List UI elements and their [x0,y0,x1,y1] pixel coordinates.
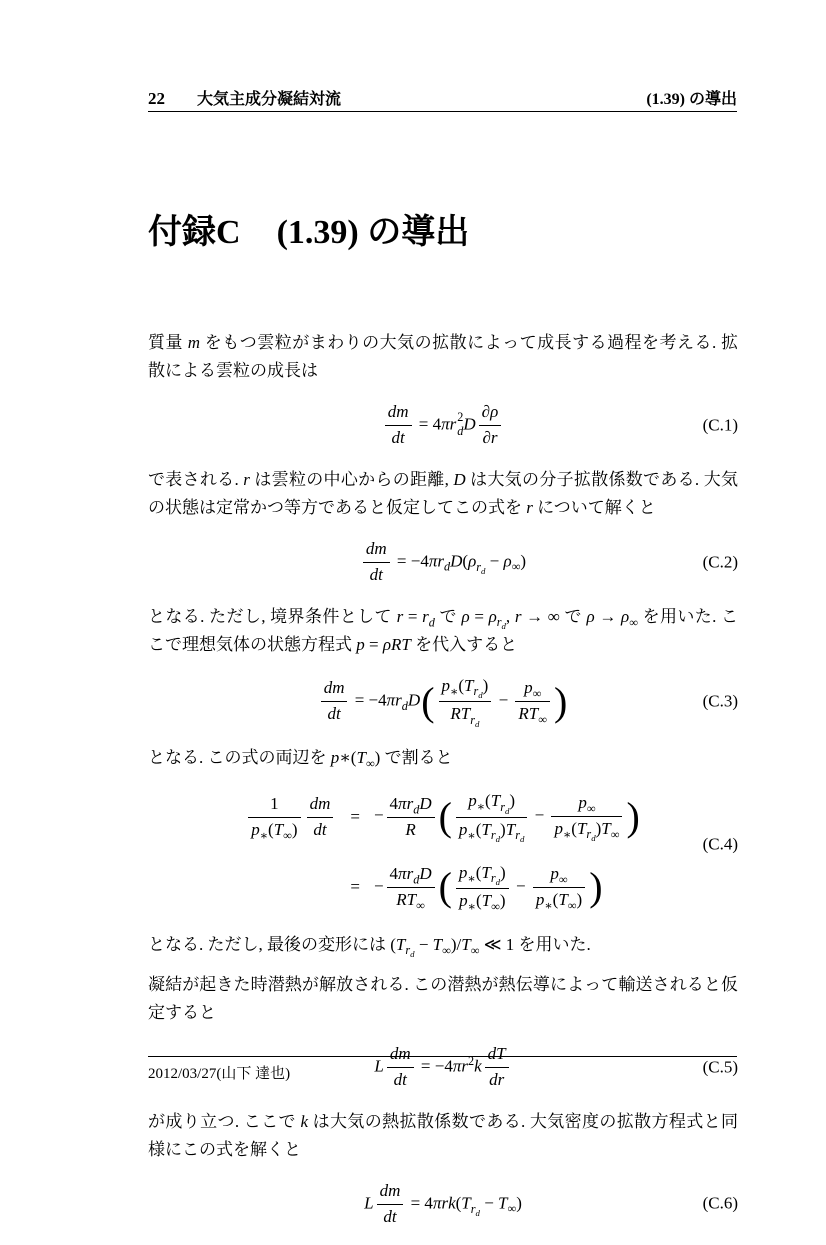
equation-c2-label: (C.2) [702,552,738,572]
paragraph-7: が成り立つ. ここで k は大気の熱拡散係数である. 大気密度の拡散方程式と同様にこの式を解くと [148,1111,739,1159]
header-rule [148,111,737,112]
page-number: 22 [148,89,165,108]
paragraph-5: となる. ただし, 最後の変形には $(T_{r_d} - T_\infty)/T_\infty$ ≪ 1 を用いた. [148,934,591,960]
equation-c1 [148,401,738,450]
equation-c2 [148,538,738,587]
footer-date-author: 2012/03/27(山下 達也) [148,1066,291,1082]
equation-c4-label: (C.4) [702,834,738,854]
equation-c6-content: L $\frac{dm}{dt}$ = $4\pi rk(T_{r_d} - T_\infty)$ [364,1180,522,1226]
equation-c6-label: (C.6) [702,1193,738,1213]
equation-c1-label: (C.1) [702,415,738,435]
equation-c1-content: $\frac{dm}{dt}$ = 4πr 2 d D $\frac{\partial\rho}{\partial r}$ [382,401,504,450]
paragraph-4: となる. この式の両辺を $p∗(T_\infty)$ で割ると [148,748,453,771]
paragraph-2: で表される. r は雲粒の中心からの距離, D は大気の分子拡散係数である. 大気の状態は定常かつ等方であると仮定してこの式を r について解くと [148,470,739,518]
header-chapter-ref: (1.39) の導出 [646,91,737,108]
equation-c3-content: $\frac{dm}{dt}$ = $-4\pi r_dD$( $\frac{p_∗(T_{r_d})}{RT_{r_d}}$ − $\frac{p_\infty}{RT_\infty}$ ) [318,675,569,728]
chapter-number: 付録C [148,214,241,251]
equation-c2-content: $\frac{dm}{dt}$ = $-4\pi r_dD(\rho_{r_d} - \rho_\infty)$ [360,538,526,587]
chapter-name: (1.39) の導出 [276,214,470,251]
equation-c4: (C.4) $\frac{1}{p_∗(T_\infty)}$ $\frac{dm}{dt}$ = − $\frac{4\pi r_dD}{R}$ ( $\frac{p_∗(T_{r_d})}{p_∗(T_{r_d})T_{r_d}}$ − $\frac{p_\infty}{p_∗(T_{r_d})T_\infty}$ ) = − $\frac{4\pi r_dD}{RT_\infty}$ ( $\frac{p_∗(T_{r_d})}{p_∗(T_\infty)}$ − $\frac{p_\infty}{p_∗(T_\infty)}$ ) [148,790,738,912]
header-section-title: 大気主成分凝結対流 [197,91,342,108]
main-content [148,211,738,1245]
equation-c3-label: (C.3) [702,691,738,711]
footer-rule [148,1056,737,1057]
paragraph-3: となる. ただし, 境界条件として $r = r_d$ で $\rho = \rho_{r_d}$, r → ∞ で $\rho \to \rho_\infty$ を用いた. ここで理想気体の状態方程式 p = ρRT を代入すると [148,606,739,655]
paragraph-6: 凝結が起きた時潜熱が解放される. この潜熱が熱伝導によって輸送されると仮定すると [148,975,738,1023]
page-header [148,86,737,109]
paragraph-1: 質量 m をもつ雲粒がまわりの大気の拡散によって成長する過程を考える. 拡散による雲粒の成長は [148,333,739,381]
equation-c3 [148,675,738,728]
equation-c6 [148,1180,738,1229]
equation-c5-label: (C.5) [702,1057,738,1077]
chapter-title [148,211,738,255]
equation-c5-content: L $\frac{dm}{dt}$ = $-4\pi r^2k$ $\frac{dT}{dr}$ [374,1043,511,1092]
